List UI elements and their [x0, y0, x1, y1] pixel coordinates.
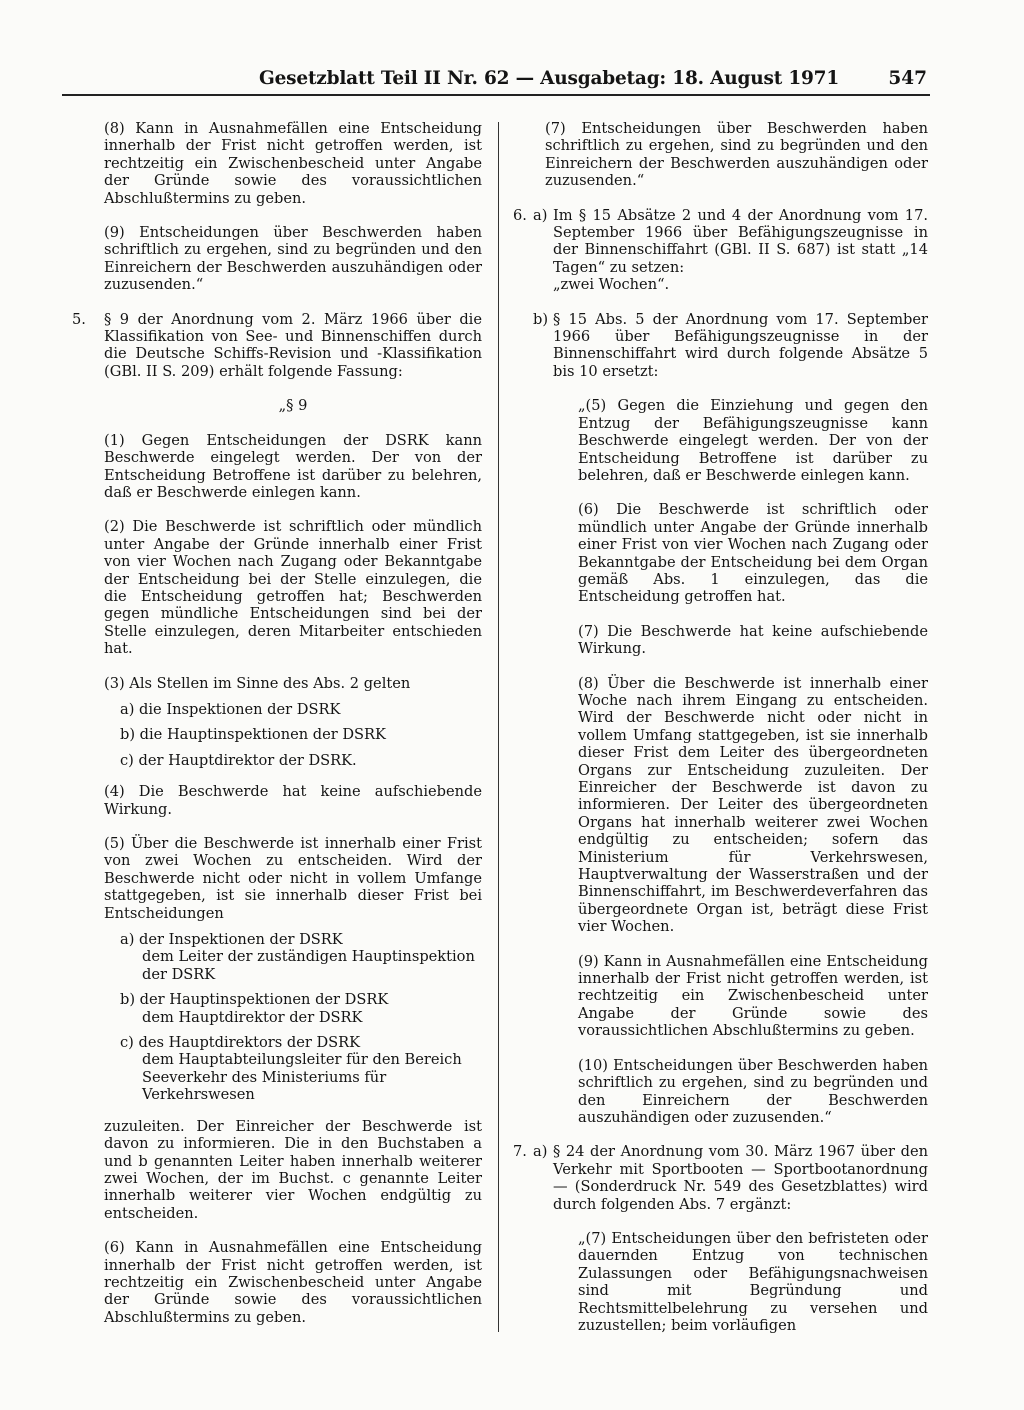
- list-item: c) der Hauptdirektor der DSRK.: [120, 751, 357, 769]
- section-9-heading: „§ 9: [278, 397, 308, 415]
- new-paragraph-7: (7) Die Beschwerde hat keine aufschiebende Wirkung.: [578, 622, 928, 658]
- item-6a-letter: a): [533, 206, 548, 224]
- list-item-body: dem Hauptabteilungsleiter für den Bereich Seeverkehr des Ministeriums für Verkehrswesen: [142, 1051, 462, 1104]
- page-number: 547: [888, 68, 927, 89]
- item-5-number: 5.: [72, 310, 86, 328]
- section-9-para-4: (4) Die Beschwerde hat keine aufschiebende Wirkung.: [104, 783, 482, 818]
- list-item: [72, 931, 482, 983]
- section-9-para-3: (3) Als Stellen im Sinne des Abs. 2 gelten: [104, 674, 411, 692]
- item-6b: [513, 311, 928, 381]
- list-item-head: b) der Hauptinspektionen der DSRK: [120, 991, 389, 1009]
- item-6b-letter: b): [533, 310, 549, 328]
- list-item: [72, 1034, 482, 1104]
- item-5: [72, 311, 482, 381]
- new-paragraph-8: (8) Über die Beschwerde ist innerhalb einer Woche nach ihrem Eingang zu entscheiden. Wird der Beschwerde nicht oder nicht in vollem Umfang stattgegeben, ist sie innerhalb dieser Frist dem Leiter des übergeordneten Organs zur Entscheidung zuzuleiten. Der Einreicher der Beschwerde ist davon zu informieren. Der Leiter des übergeordneten Organs hat innerhalb weiterer zwei Wochen endgültig zu entscheiden; sofern das Ministerium für Verkehrswesen, Hauptverwaltung der Wasserstraßen und der Binnenschiffahrt, im Beschwerdeverfahren das übergeordnete Organ ist, beträgt diese Frist vier Wochen.: [578, 674, 928, 936]
- section-9-para-1: (1) Gegen Entscheidungen der DSRK kann Beschwerde eingelegt werden. Der von der Entscheidung Betroffene ist darüber zu belehren, daß er Beschwerde einlegen kann.: [104, 431, 482, 501]
- list-item-head: c) des Hauptdirektors der DSRK: [120, 1034, 361, 1052]
- section-9-para-5-list: [72, 931, 482, 1104]
- section-9-para-6: (6) Kann in Ausnahmefällen eine Entscheidung innerhalb der Frist nicht getroffen werden, ist rechtzeitig ein Zwischenbescheid unter Angabe der Gründe sowie des voraussichtlichen Abschlußtermins zu geben.: [104, 1239, 482, 1326]
- paragraph-8: (8) Kann in Ausnahmefällen eine Entscheidung innerhalb der Frist nicht getroffen werden, ist rechtzeitig ein Zwischenbescheid unter Angabe der Gründe sowie des voraussichtlichen Abschlußtermins zu geben.: [104, 120, 482, 207]
- list-item-body: dem Leiter der zuständigen Hauptinspektion der DSRK: [142, 948, 475, 983]
- new-paragraph-10: (10) Entscheidungen über Beschwerden haben schriftlich zu ergehen, sind zu begründen und den Einreichern der Beschwerden auszuhändigen oder zuzusenden.“: [578, 1056, 928, 1126]
- list-item: a) die Inspektionen der DSRK: [120, 700, 341, 718]
- header-title: Gesetzblatt Teil II Nr. 62 — Ausgabetag: 18. August 1971: [259, 68, 840, 89]
- item-7a-text: § 24 der Anordnung vom 30. März 1967 über den Verkehr mit Sportbooten — Sportbootanordnung — (Sonderdruck Nr. 549 des Gesetzblattes) wird durch folgenden Abs. 7 ergänzt:: [553, 1143, 928, 1213]
- section-9-para-5-tail: zuzuleiten. Der Einreicher der Beschwerde ist davon zu informieren. Die in den Buchstaben a und b genannten Leiter haben innerhalb weiterer zwei Wochen, der im Buchst. c genannte Leiter innerhalb weiterer vier Wochen endgültig zu entscheiden.: [104, 1117, 482, 1222]
- item-6-number: 6.: [513, 206, 527, 224]
- page-header: [62, 60, 930, 96]
- new-paragraph-5: „(5) Gegen die Einziehung und gegen den Entzug der Befähigungszeugnisse kann Beschwerde eingelegt werden. Der von der Entscheidung Betroffene ist darüber zu belehren, daß er Beschwerde einlegen kann.: [578, 397, 928, 484]
- list-item-head: a) der Inspektionen der DSRK: [120, 931, 343, 949]
- item-7a: [513, 1143, 928, 1213]
- new-paragraph-6: (6) Die Beschwerde ist schriftlich oder mündlich unter Angabe der Gründe innerhalb einer Frist von vier Wochen nach Zugang oder Bekanntgabe der Entscheidung bei dem Organ gemäß Abs. 1 einzulegen, das die Entscheidung getroffen hat.: [578, 501, 928, 606]
- left-column: [72, 120, 482, 1343]
- paragraph-7: (7) Entscheidungen über Beschwerden haben schriftlich zu ergehen, sind zu begründen und den Einreichern der Beschwerden auszuhändigen oder zuzusenden.“: [545, 120, 928, 190]
- section-9-para-3-list: [72, 701, 482, 769]
- right-column: [513, 120, 928, 1334]
- section-9-para-5: (5) Über die Beschwerde ist innerhalb einer Frist von zwei Wochen zu entscheiden. Wird der Beschwerde nicht oder nicht in vollem Umfange stattgegeben, ist sie innerhalb dieser Frist bei Entscheidungen: [104, 835, 482, 922]
- item-6a-text: Im § 15 Absätze 2 und 4 der Anordnung vom 17. September 1966 über Befähigungszeugnisse in der Binnenschiffahrt (GBl. II S. 687) ist statt „14 Tagen“ zu setzen:: [553, 206, 928, 276]
- section-9-para-2: (2) Die Beschwerde ist schriftlich oder mündlich unter Angabe der Gründe innerhalb einer Frist von vier Wochen nach Zugang oder Bekanntgabe der Entscheidung bei der Stelle einzulegen, die die Entscheidung getroffen hat; Beschwerden gegen mündliche Entscheidungen sind bei der Stelle einzulegen, deren Mitarbeiter entschieden hat.: [104, 518, 482, 658]
- item-6a: [513, 207, 928, 294]
- list-item: b) die Hauptinspektionen der DSRK: [120, 726, 386, 744]
- item-5-text: § 9 der Anordnung vom 2. März 1966 über die Klassifikation von See- und Binnenschiffen durch die Deutsche Schiffs-Revision und -Klassifikation (GBl. II S. 209) erhält folgende Fassung:: [104, 310, 482, 380]
- new-paragraph-9: (9) Kann in Ausnahmefällen eine Entscheidung innerhalb der Frist nicht getroffen werden, ist rechtzeitig ein Zwischenbescheid unter Angabe der Gründe sowie des voraussichtlichen Abschlußtermins zu geben.: [578, 952, 928, 1040]
- item-7a-quote: „(7) Entscheidungen über den befristeten oder dauernden Entzug von technischen Zulassungen oder Befähigungsnachweisen sind mit Begründung und Rechtsmittelbelehrung zu versehen und zuzustellen; beim vorläufigen: [578, 1229, 928, 1334]
- column-divider: [498, 122, 499, 1332]
- paragraph-9: (9) Entscheidungen über Beschwerden haben schriftlich zu ergehen, sind zu begründen und den Einreichern der Beschwerden auszuhändigen oder zuzusenden.“: [104, 224, 482, 294]
- item-6b-text: § 15 Abs. 5 der Anordnung vom 17. September 1966 über Befähigungszeugnisse in der Binnenschiffahrt wird durch folgende Absätze 5 bis 10 ersetzt:: [553, 310, 928, 380]
- list-item: [72, 991, 482, 1026]
- item-7a-letter: a): [533, 1143, 548, 1161]
- item-6a-quote: „zwei Wochen“.: [553, 276, 670, 294]
- header-rule: [62, 94, 930, 96]
- item-7-number: 7.: [513, 1143, 527, 1161]
- list-item-body: dem Hauptdirektor der DSRK: [142, 1008, 363, 1026]
